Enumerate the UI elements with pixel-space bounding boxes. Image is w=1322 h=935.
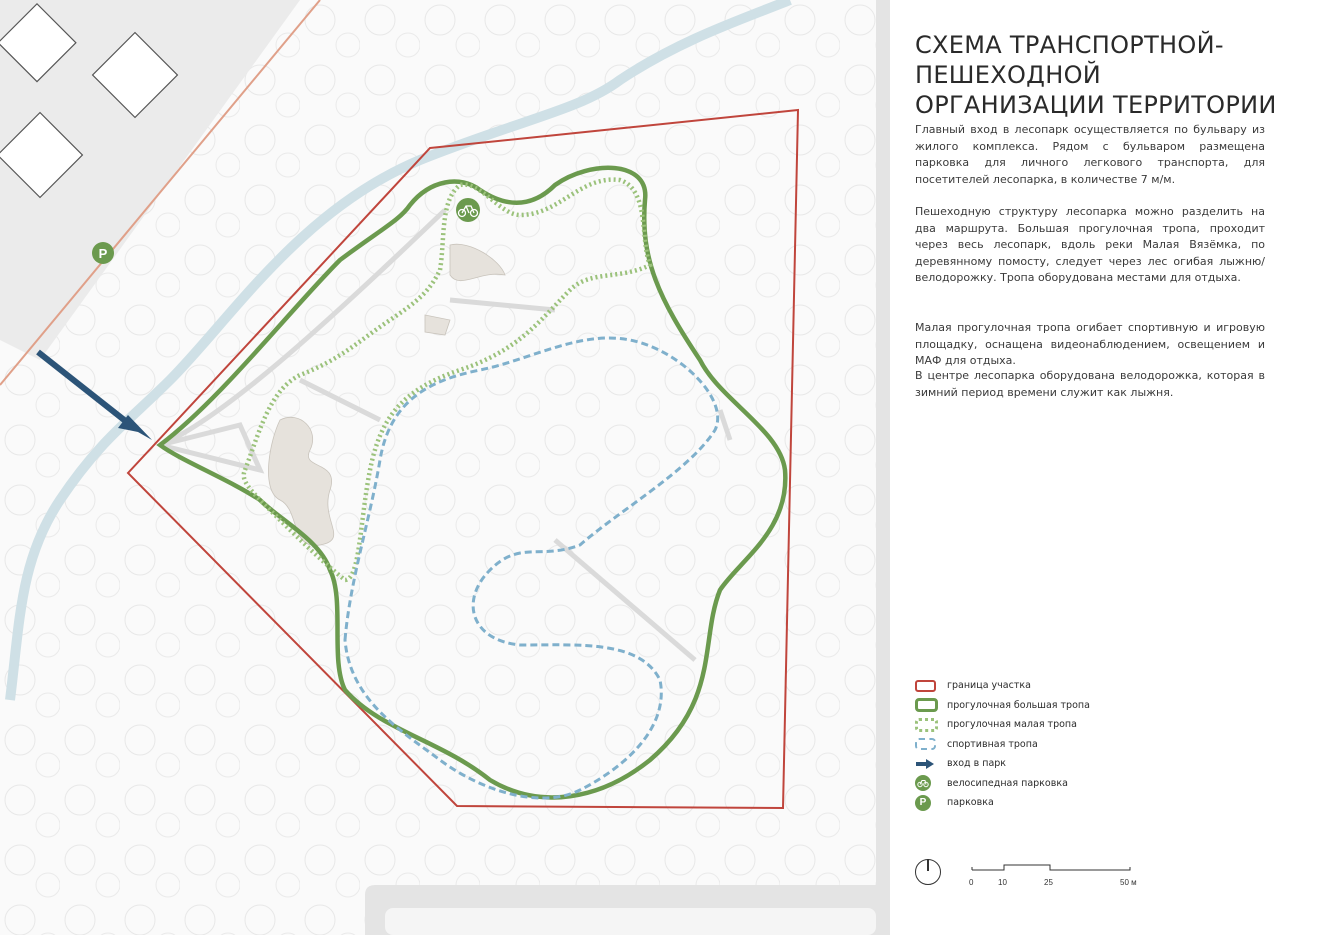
legend-label: прогулочная большая тропа [947, 699, 1090, 711]
legend-label: велосипедная парковка [947, 777, 1068, 789]
sport-trail-swatch-icon [915, 738, 936, 750]
paragraph-trails: Пешеходную структуру лесопарка можно разделить на два маршрута. Большая прогулочная тропа, проходит через весь лесопарк, вдоль реки Малая Вязёмка, по деревянному помосту, следует через лес огибая лыжню/ велодорожку. Тропа оборудована местами для отдыха. [915, 205, 1265, 284]
scale-label-25: 25 [1044, 878, 1053, 887]
legend-item-bike-parking [915, 774, 1215, 794]
small-trail-swatch-icon [915, 718, 938, 732]
legend-item-small-trail [915, 715, 1215, 735]
paragraph-entrance: Главный вход в лесопарк осуществляется по бульвару из жилого комплекса. Рядом с бульваром размещена парковка для личного легкового транспорта, для посетителей лесопарка, в количестве 7 м/м. [915, 123, 1265, 186]
scale-label-50: 50 м [1120, 878, 1137, 887]
paragraph-bike-path: В центре лесопарка оборудована велодорожка, которая в зимний период времени служит как лыжня. [915, 369, 1265, 399]
legend-item-big-trail [915, 696, 1215, 716]
scale-bar [970, 862, 1145, 892]
legend-label: парковка [947, 797, 994, 809]
north-arrow-icon [915, 859, 941, 885]
legend-item-entrance [915, 754, 1215, 774]
scale-label-0: 0 [969, 878, 974, 887]
road-right [876, 0, 890, 935]
page-title: СХЕМА ТРАНСПОРТНОЙ-ПЕШЕХОДНОЙ ОРГАНИЗАЦИИ ТЕРРИТОРИИ [915, 31, 1277, 119]
legend-item-parking [915, 793, 1215, 813]
road-bottom-inner [385, 908, 876, 935]
scale-bar-graphic [970, 862, 1145, 876]
parking-icon: P [915, 795, 931, 811]
arrow-icon [915, 758, 935, 770]
legend-label: вход в парк [947, 758, 1007, 770]
legend-item-boundary [915, 676, 1215, 696]
legend [915, 676, 1215, 813]
bicycle-icon [915, 775, 931, 791]
legend-label: граница участка [947, 680, 1031, 692]
boundary-swatch-icon [915, 680, 936, 692]
legend-label: спортивная тропа [947, 738, 1038, 750]
big-trail-swatch-icon [915, 698, 938, 712]
parking-symbol: P [98, 246, 108, 261]
scale-label-10: 10 [998, 878, 1007, 887]
legend-label: прогулочная малая тропа [947, 719, 1077, 731]
legend-item-sport-trail [915, 735, 1215, 755]
info-panel [890, 0, 1322, 935]
paragraph-small-trail: Малая прогулочная тропа огибает спортивную и игровую площадку, оснащена видеонаблюдением, освещением и МАФ для отдыха. [915, 321, 1265, 367]
